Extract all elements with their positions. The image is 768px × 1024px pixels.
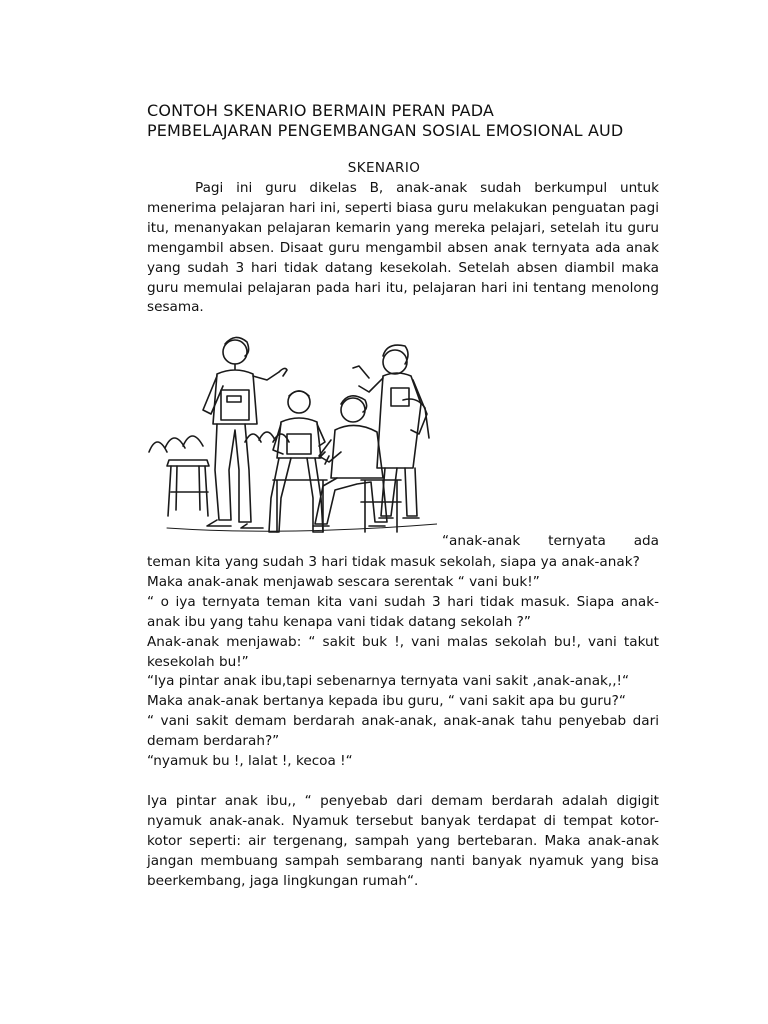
section-heading: SKENARIO — [347, 160, 421, 176]
dialog-opening-continued: teman kita yang sudah 3 hari tidak masuk sekolah, siapa ya anak-anak? — [147, 554, 640, 570]
dialog-line: “Iya pintar anak ibu,tapi sebenarnya ternyata vani sakit ,anak-anak,,!“ — [147, 673, 630, 690]
dialog-line: “ o iya ternyata teman kita vani sudah 3 hari tidak masuk. Siapa anak-anak ibu yang tahu kenapa vani tidak datang sekolah ?” — [147, 593, 659, 630]
closing-paragraph: Iya pintar anak ibu,, “ penyebab dari demam berdarah adalah digigit nyamuk anak-anak. Nyamuk tersebut banyak terdapat di tempat kotor-kotor seperti: air tergenang, sampah yang bertebaran. Maka anak-anak jangan membuang sampah sembarang nanti banyak nyamuk yang bisa beerkembang, jaga lingkungan rumah“. — [147, 793, 659, 889]
dialog-line: “ vani sakit demam berdarah anak-anak, anak-anak tahu penyebab dari demam berdarah?” — [147, 713, 659, 750]
classroom-children-illustration — [147, 330, 437, 542]
dialog-opening-line: “anak-anak ternyata ada — [442, 533, 659, 549]
dialog-block — [147, 553, 659, 772]
title-line-1: CONTOH SKENARIO BERMAIN PERAN PADA — [147, 101, 495, 120]
dialog-line: Maka anak-anak menjawab sescara serentak “ vani buk!” — [147, 573, 540, 590]
dialog-line: “nyamuk bu !, lalat !, kecoa !“ — [147, 753, 353, 770]
dialog-line: Maka anak-anak bertanya kepada ibu guru, “ vani sakit apa bu guru?“ — [147, 693, 626, 710]
intro-paragraph: Pagi ini guru dikelas B, anak-anak sudah berkumpul untuk menerima pelajaran hari ini, seperti biasa guru melakukan penguatan pagi itu, menanyakan pelajaran kemarin yang mereka pelajari, setelah itu guru mengambil absen. Disaat guru mengambil absen anak ternyata ada anak yang sudah 3 hari tidak datang kesekolah. Setelah absen diambil maka guru memulai pelajaran pada hari itu, pelajaran hari ini tentang menolong sesama. — [147, 180, 659, 316]
document-title — [147, 101, 687, 141]
title-line-2: PEMBELAJARAN PENGEMBANGAN SOSIAL EMOSIONAL AUD — [147, 121, 624, 140]
dialog-line: Anak-anak menjawab: “ sakit buk !, vani malas sekolah bu!, vani takut kesekolah bu!” — [147, 633, 659, 670]
